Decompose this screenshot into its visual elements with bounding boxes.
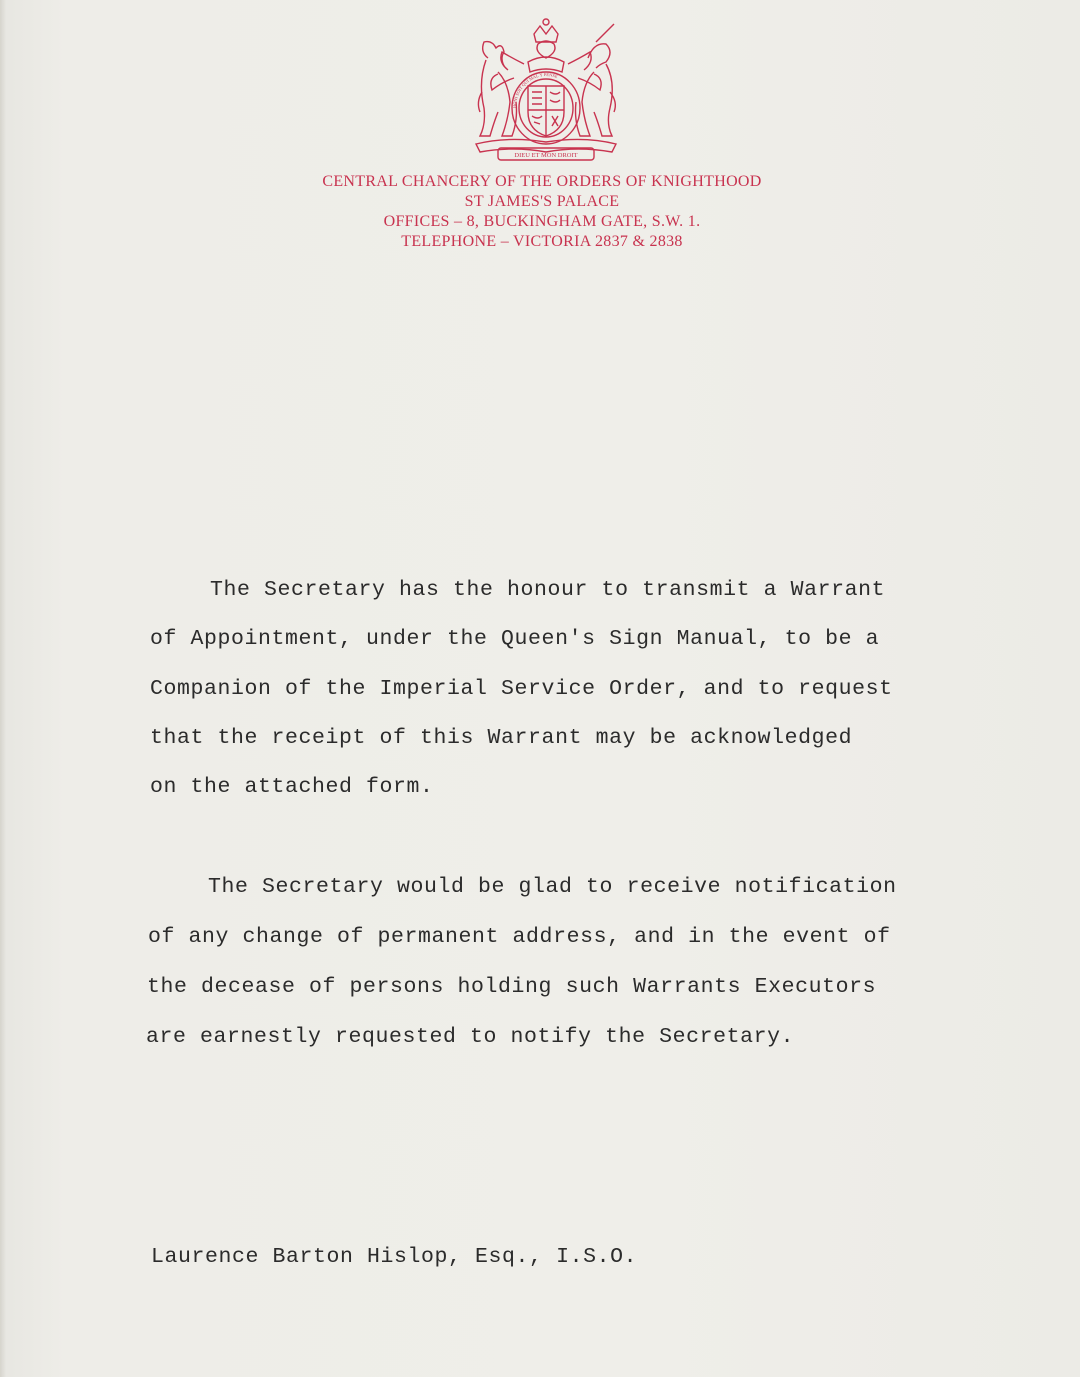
letterhead-telephone: TELEPHONE – VICTORIA 2837 & 2838 xyxy=(401,233,683,250)
paragraph-line: of Appointment, under the Queen's Sign Manual, to be a xyxy=(150,627,880,651)
paragraph-line: Companion of the Imperial Service Order, and to request xyxy=(150,677,893,701)
letter-page: DIEU ET MON DROIT HONI SOIT QUI MAL Y PENSE CENTRAL CHANCERY OF THE ORDERS OF KNIGHTHOOD ST JAMES'S PALACE OFFICES – 8, BUCKINGHAM GATE, S.W. 1. TELEPHONE – VICTORIA 2837 & 2838 The Secretary has the honour to transmit a Warrant of Appointment, under the Queen's Sign Manual, to be a Companion of the Imperial Service Order, and to request that the receipt of this Warrant may be acknowledged on the attached form. The Secretary would be glad to receive notification of any change of permanent address, and in the event of the decease of persons holding such Warrants Executors are earnestly requested to notify the Secretary. Laurence Barton Hislop, Esq., I.S.O. xyxy=(0,0,1080,1377)
crest-garter-text: HONI SOIT QUI MAL Y PENSE xyxy=(511,71,559,109)
paragraph-line: of any change of permanent address, and in the event of xyxy=(148,925,891,949)
crest-motto: DIEU ET MON DROIT xyxy=(514,152,578,159)
paragraph-line: that the receipt of this Warrant may be acknowledged xyxy=(150,726,853,750)
paragraph-line: the decease of persons holding such Warrants Executors xyxy=(147,975,877,999)
paragraph-line: on the attached form. xyxy=(150,775,434,799)
paragraph-line: are earnestly requested to notify the Secretary. xyxy=(146,1025,795,1049)
letterhead xyxy=(240,172,844,252)
paragraph-line: The Secretary has the honour to transmit a Warrant xyxy=(210,578,886,602)
paper-edge-shadow xyxy=(0,0,6,1377)
letterhead-offices: OFFICES – 8, BUCKINGHAM GATE, S.W. 1. xyxy=(383,213,701,230)
letterhead-org: CENTRAL CHANCERY OF THE ORDERS OF KNIGHTHOOD xyxy=(322,173,762,190)
royal-coat-of-arms-icon xyxy=(468,12,624,162)
paragraph-line: The Secretary would be glad to receive notification xyxy=(208,875,897,899)
letterhead-palace: ST JAMES'S PALACE xyxy=(464,193,620,210)
